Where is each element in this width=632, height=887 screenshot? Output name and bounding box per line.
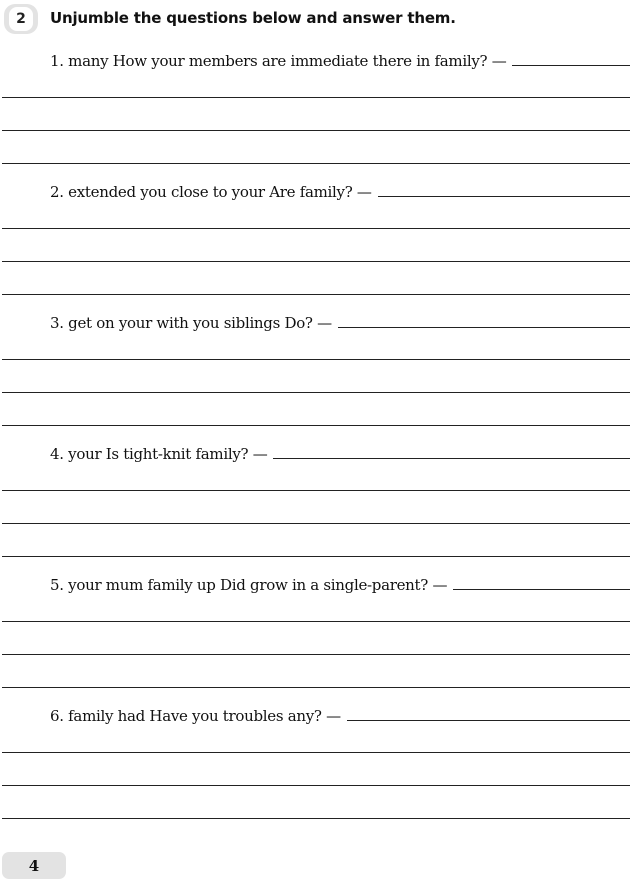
answer-line[interactable]	[2, 425, 630, 426]
answer-line[interactable]	[2, 654, 630, 655]
question-4	[50, 441, 630, 463]
answer-line[interactable]	[2, 752, 630, 753]
exercise-number-badge	[4, 4, 38, 34]
answer-line[interactable]	[2, 785, 630, 786]
answer-line[interactable]	[2, 556, 630, 557]
question-3	[50, 310, 630, 332]
question-answer-blank[interactable]	[347, 720, 630, 721]
answer-line[interactable]	[2, 130, 630, 131]
answer-line[interactable]	[2, 228, 630, 229]
question-2	[50, 179, 630, 201]
question-1	[50, 48, 630, 70]
question-text: 5. your mum family up Did grow in a single-parent? —	[50, 576, 448, 594]
answer-line[interactable]	[2, 392, 630, 393]
exercise-instruction: Unjumble the questions below and answer them.	[50, 9, 456, 27]
question-text: 2. extended you close to your Are family? —	[50, 183, 372, 201]
answer-line[interactable]	[2, 687, 630, 688]
answer-line[interactable]	[2, 621, 630, 622]
question-answer-blank[interactable]	[273, 458, 630, 459]
question-answer-blank[interactable]	[378, 196, 630, 197]
page-number: 4	[2, 852, 66, 879]
answer-line[interactable]	[2, 163, 630, 164]
answer-line[interactable]	[2, 294, 630, 295]
question-answer-blank[interactable]	[453, 589, 630, 590]
answer-line[interactable]	[2, 523, 630, 524]
question-5	[50, 572, 630, 594]
question-6	[50, 703, 630, 725]
question-answer-blank[interactable]	[338, 327, 630, 328]
question-text: 6. family had Have you troubles any? —	[50, 707, 341, 725]
question-text: 3. get on your with you siblings Do? —	[50, 314, 332, 332]
answer-line[interactable]	[2, 261, 630, 262]
question-answer-blank[interactable]	[512, 65, 630, 66]
exercise-number: 2	[9, 7, 33, 31]
question-text: 4. your Is tight-knit family? —	[50, 445, 268, 463]
question-text: 1. many How your members are immediate there in family? —	[50, 52, 507, 70]
answer-line[interactable]	[2, 818, 630, 819]
answer-line[interactable]	[2, 490, 630, 491]
answer-line[interactable]	[2, 97, 630, 98]
answer-line[interactable]	[2, 359, 630, 360]
